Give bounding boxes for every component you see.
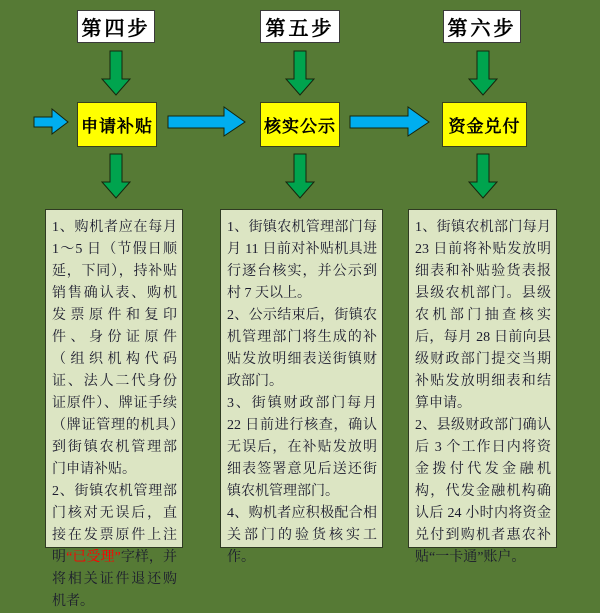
detail-paragraph: 1、购机者应在每月 1～5 日（节假日顺延，下同），持补贴销售确认表、购机发票原件和复印件、身份证原件（组织机构代码证、法人二代身份证原件）、牌证手续（牌证管理的机具）到街镇农机管理部门申请补贴。 xyxy=(52,220,177,477)
detail-text: 2、街镇农机管理部门核对无误后，直接在发票原件上注明 xyxy=(52,484,177,565)
arrow-down-icon xyxy=(101,50,131,97)
arrow-down-icon xyxy=(101,153,131,200)
arrow-right-icon xyxy=(33,108,69,136)
arrow-down-icon xyxy=(285,153,315,200)
arrow-down-icon xyxy=(285,50,315,97)
detail-paragraph: 2、县级财政部门确认后 3 个工作日内将资金拨付代发金融机构，代发金融机构确认后 24 小时内将资金兑付到购机者惠农补贴“一卡通”账户。 xyxy=(415,418,551,565)
stage-box-fund-payment: 资金兑付 xyxy=(442,102,527,147)
highlighted-text-accepted: “已受理” xyxy=(66,550,121,565)
detail-text: 字样，并将相关证件退还购机者。 xyxy=(52,550,177,609)
arrow-down-icon xyxy=(468,50,498,97)
step-header-6: 第六步 xyxy=(443,10,521,43)
detail-paragraph: 1、街镇农机部门每月 23 日前将补贴发放明细表和补贴验货表报县级农机部门。县级农机部门抽查核实后，每月 28 日前向县级财政部门提交当期补贴发放明细表和结算申请。 xyxy=(415,220,551,411)
arrow-down-icon xyxy=(468,153,498,200)
arrow-right-icon xyxy=(167,106,247,138)
stage-box-verify-publicity: 核实公示 xyxy=(260,102,340,147)
detail-panel-step6 xyxy=(408,209,557,565)
detail-paragraph: 3、街镇财政部门每月 22 日前进行核查，确认无误后，在补贴发放明细表签署意见后送还街镇农机管理部门。 xyxy=(227,396,377,499)
detail-paragraph: 2、公示结束后，街镇农机管理部门将生成的补贴发放明细表送街镇财政部门。 xyxy=(227,308,377,389)
step-header-5: 第五步 xyxy=(260,10,340,43)
detail-panel-step4 xyxy=(45,209,183,609)
detail-paragraph: 4、购机者应积极配合相关部门的验货核实工作。 xyxy=(227,506,377,565)
arrow-right-icon xyxy=(349,106,431,138)
detail-panel-step5 xyxy=(220,209,383,565)
stage-box-apply-subsidy: 申请补贴 xyxy=(77,102,157,147)
detail-paragraph: 1、街镇农机管理部门每月 11 日前对补贴机具进行逐台核实，并公示到村 7 天以上。 xyxy=(227,220,377,301)
step-header-4: 第四步 xyxy=(77,10,155,43)
detail-paragraph xyxy=(52,481,177,613)
